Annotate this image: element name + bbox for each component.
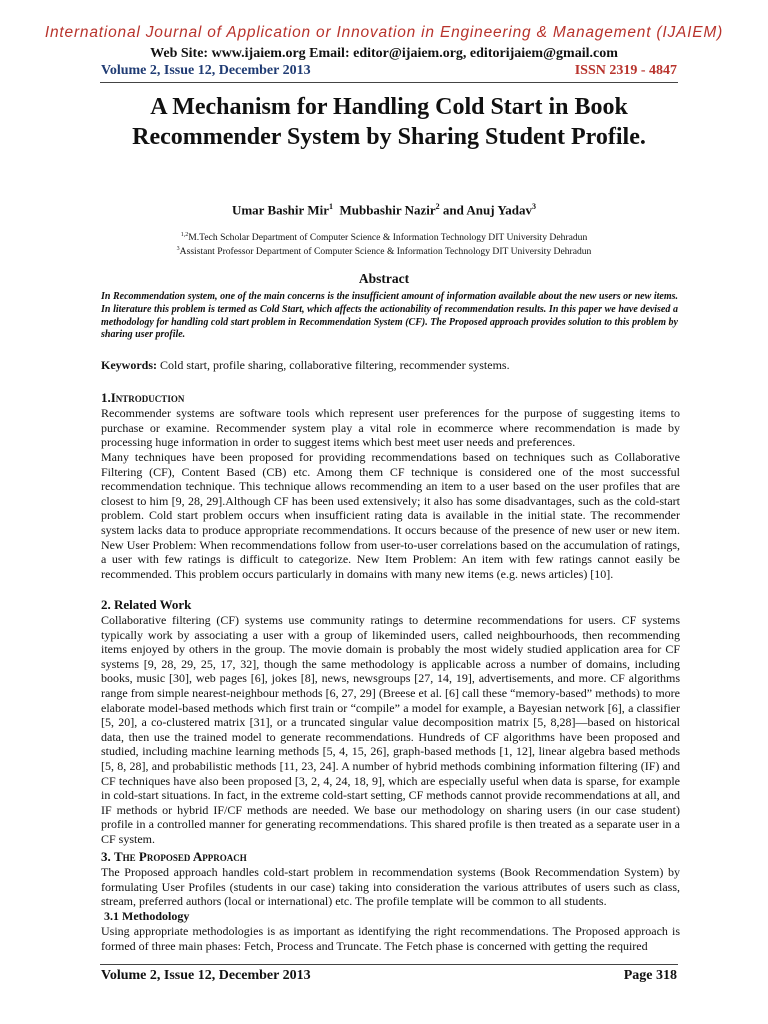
section-title: The Proposed Approach <box>114 849 247 864</box>
keywords-label: Keywords: <box>101 358 157 372</box>
section-number: 3. <box>101 849 111 864</box>
journal-contact: Web Site: www.ijaiem.org Email: editor@ijaiem.org, editorijaiem@gmail.com <box>150 46 618 61</box>
abstract-text: In Recommendation system, one of the main concerns is the insufficient amount of information available about the new users or new items. In literature this problem is termed as Cold Start, which affects the actionability of recommendation results. In this paper we have devised a methodology for handling cold start problem in Recommendation System (CF). The Proposed approach provides solution to this problem by sharing user profile. <box>101 291 678 341</box>
footer-page-number: Page 318 <box>623 968 677 983</box>
section-title: Introduction <box>110 390 185 405</box>
related-work-paragraph: Collaborative filtering (CF) systems use community ratings to determine recommendations for users. CF systems typically work by associating a user with a group of likeminded users, called neighbourhoods, then recommending items enjoyed by others in the group. The movie domain is probably the most widely studied application area for CF systems [9, 28, 29, 25, 17, 32], though the same methodology is applicable across a number of domains, including books, music [30], web pages [6], jokes [8], news, newsgroups [27, 14, 19], advertisements, and more. CF algorithms range from simple nearest-neighbour methods [6, 27, 29] (Breese et al. [6] call these “memory-based” methods) to more elaborate model-based methods which first train or “compile” a model for example, a Bayesian network [6], a classifier [5, 20], a co-clustered matrix [31], or a truncated singular value decomposition matrix [5, 8,28]—based on historical data, then use the trained model to generate recommendations. Hundreds of CF algorithms have been proposed and studied, including machine learning methods [5, 4, 15, 26], graph-based methods [1, 12], linear algebra based methods [5, 8, 28], and probabilistic methods [11, 23, 24]. A number of hybrid methods combining information filtering (IF) and CF techniques have also been proposed [3, 2, 4, 24, 18, 9], which are especially useful when data is sparse, for example in cold-start situations. In fact, in the extreme cold-start setting, CF methods cannot provide recommendations at all, and IF methods or hybrid IF/CF methods are needed. We base our methodology on sharing users (in our case student) profile in a controlled manner for generating recommendations. This shared profile is then treated as a separate user in a CF system. <box>101 613 680 846</box>
intro-paragraph-1: Recommender systems are software tools which represent user preferences for the purpose of suggesting items to purchase or examine. Recommender system play a vital role in ecommerce where recommendation is made by processing huge information in order to suggest items which best meet user needs and preferences. <box>101 406 680 450</box>
affiliation-text: M.Tech Scholar Department of Computer Science & Information Technology DIT University Dehradun <box>188 232 588 244</box>
affiliation <box>0 243 768 258</box>
intro-paragraph-2: Many techniques have been proposed for providing recommendations based on techniques such as Collaborative Filtering (CF), Content Based (CB) etc. Among them CF technique is considered one of the most successful recommendation technique. This technique allows recommending an item to a user based on the user profiles that are closest to him [9, 28, 29].Although CF has been used extensively; it also has some disadvantages, such as the cold-start problem. Cold start problem occurs when insufficient rating data is available in the initial state. The recommender system lacks data to produce appropriate recommendations. It occurs because of the presence of new user or new item. New User Problem: When recommendations follow from user-to-user correlations based on the accumulation of ratings, a user with few ratings is difficult to categorize. New Item Problem: An item with few ratings cannot easily be recommended. This problem occurs particularly in domains with many new items (e.g. news articles) [10]. <box>101 450 680 581</box>
page-footer <box>101 968 677 984</box>
affiliation-text: Assistant Professor Department of Computer Science & Information Technology DIT University Dehradun <box>179 246 592 258</box>
affiliation-sup: 3 <box>176 246 180 252</box>
header-volume-row <box>101 63 677 79</box>
section-heading-proposed-approach <box>101 849 247 865</box>
header-volume: Volume 2, Issue 12, December 2013 <box>101 63 311 78</box>
author-sup: 2 <box>435 202 440 211</box>
section-heading-introduction <box>101 390 184 406</box>
author-sup: 3 <box>532 202 537 211</box>
section-number: 1. <box>101 390 111 405</box>
author-list <box>0 202 768 218</box>
journal-name: International Journal of Application or Innovation in Engineering & Management (IJAIEM) <box>44 24 724 41</box>
paper-title: A Mechanism for Handling Cold Start in Book Recommender System by Sharing Student Profile. <box>132 94 646 150</box>
section-heading-related-work: 2. Related Work <box>101 597 192 612</box>
keywords <box>101 358 678 373</box>
affiliation-sup: 1,2 <box>180 232 189 238</box>
affiliation <box>0 229 768 244</box>
author-name: Mubbashir Nazir <box>339 202 436 218</box>
header-issn: ISSN 2319 - 4847 <box>574 63 677 78</box>
methodology-paragraph: Using appropriate methodologies is as important as identifying the right recommendations. The Proposed approach is formed of three main phases: Fetch, Process and Truncate. The Fetch phase is concerned with getting the required <box>101 924 680 953</box>
header-divider <box>100 82 678 83</box>
footer-divider <box>100 964 678 965</box>
footer-volume: Volume 2, Issue 12, December 2013 <box>101 968 311 983</box>
author-name: Umar Bashir Mir <box>231 202 329 218</box>
keywords-text: Cold start, profile sharing, collaborative filtering, recommender systems. <box>157 358 510 372</box>
abstract-heading: Abstract <box>358 271 410 286</box>
author-sup: 1 <box>328 202 333 211</box>
proposed-approach-paragraph: The Proposed approach handles cold-start problem in recommendation systems (Book Recommendation System) by formulating User Profiles (students in our case) taking into consideration the various attributes of users such as class, stream, preferred authors (local or international) etc. The profile template will be common to all students. <box>101 865 680 909</box>
subsection-heading-methodology: 3.1 Methodology <box>104 909 190 923</box>
author-name: and Anuj Yadav <box>442 202 533 218</box>
